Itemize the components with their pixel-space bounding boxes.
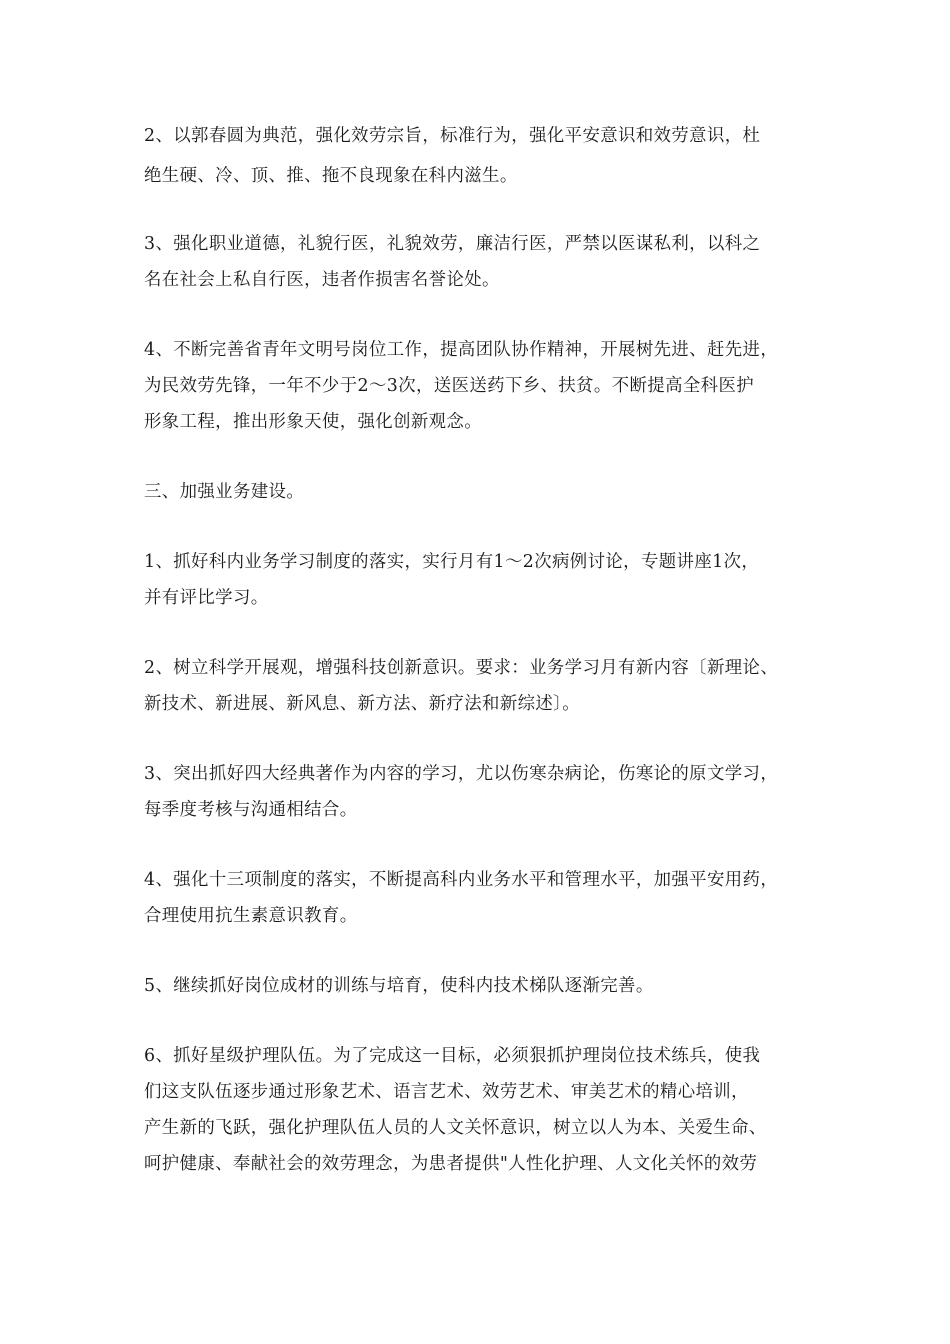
paragraph-line: 6、抓好星级护理队伍。为了完成这一目标，必须狠抓护理岗位技术练兵，使我 <box>144 1046 761 1066</box>
paragraph-line: 绝生硬、冷、顶、推、拖不良现象在科内滋生。 <box>144 166 518 186</box>
paragraph-line: 名在社会上私自行医，违者作损害名誉论处。 <box>144 270 500 290</box>
paragraph-line: 每季度考核与沟通相结合。 <box>144 800 358 820</box>
paragraph-line: 2、以郭春圆为典范，强化效劳宗旨，标准行为，强化平安意识和效劳意识，杜 <box>144 126 761 146</box>
paragraph-line: 新技术、新进展、新风息、新方法、新疗法和新综述〕。 <box>144 694 581 714</box>
paragraph-line: 3、突出抓好四大经典著作为内容的学习，尤以伤寒杂病论，伤寒论的原文学习， <box>144 764 779 784</box>
paragraph-line: 们这支队伍逐步通过形象艺术、语言艺术、效劳艺术、审美艺术的精心培训， <box>144 1082 749 1102</box>
paragraph-line: 5、继续抓好岗位成材的训练与培育，使科内技术梯队逐渐完善。 <box>144 976 654 996</box>
paragraph-line: 为民效劳先锋，一年不少于2～3次，送医送药下乡、扶贫。不断提高全科医护 <box>144 376 755 396</box>
paragraph-line: 4、强化十三项制度的落实，不断提高科内业务水平和管理水平，加强平安用药， <box>144 870 779 890</box>
paragraph-line: 3、强化职业道德，礼貌行医，礼貌效劳，廉洁行医，严禁以医谋私利，以科之 <box>144 234 761 254</box>
section-heading: 三、加强业务建设。 <box>144 482 305 502</box>
paragraph-line: 合理使用抗生素意识教育。 <box>144 906 358 926</box>
paragraph-line: 产生新的飞跃，强化护理队伍人员的人文关怀意识，树立以人为本、关爱生命、 <box>144 1118 767 1138</box>
paragraph-line: 呵护健康、奉献社会的效劳理念，为患者提供"人性化护理、人文化关怀的效劳 <box>144 1154 758 1174</box>
paragraph-line: 4、不断完善省青年文明号岗位工作，提高团队协作精神，开展树先进、赶先进， <box>144 340 779 360</box>
paragraph-line: 形象工程，推出形象天使，强化创新观念。 <box>144 412 483 432</box>
paragraph-line: 1、抓好科内业务学习制度的落实，实行月有1～2次病例讨论，专题讲座1次， <box>144 552 760 572</box>
paragraph-line: 2、树立科学开展观，增强科技创新意识。要求：业务学习月有新内容〔新理论、 <box>144 658 779 678</box>
paragraph-line: 并有评比学习。 <box>144 588 269 608</box>
